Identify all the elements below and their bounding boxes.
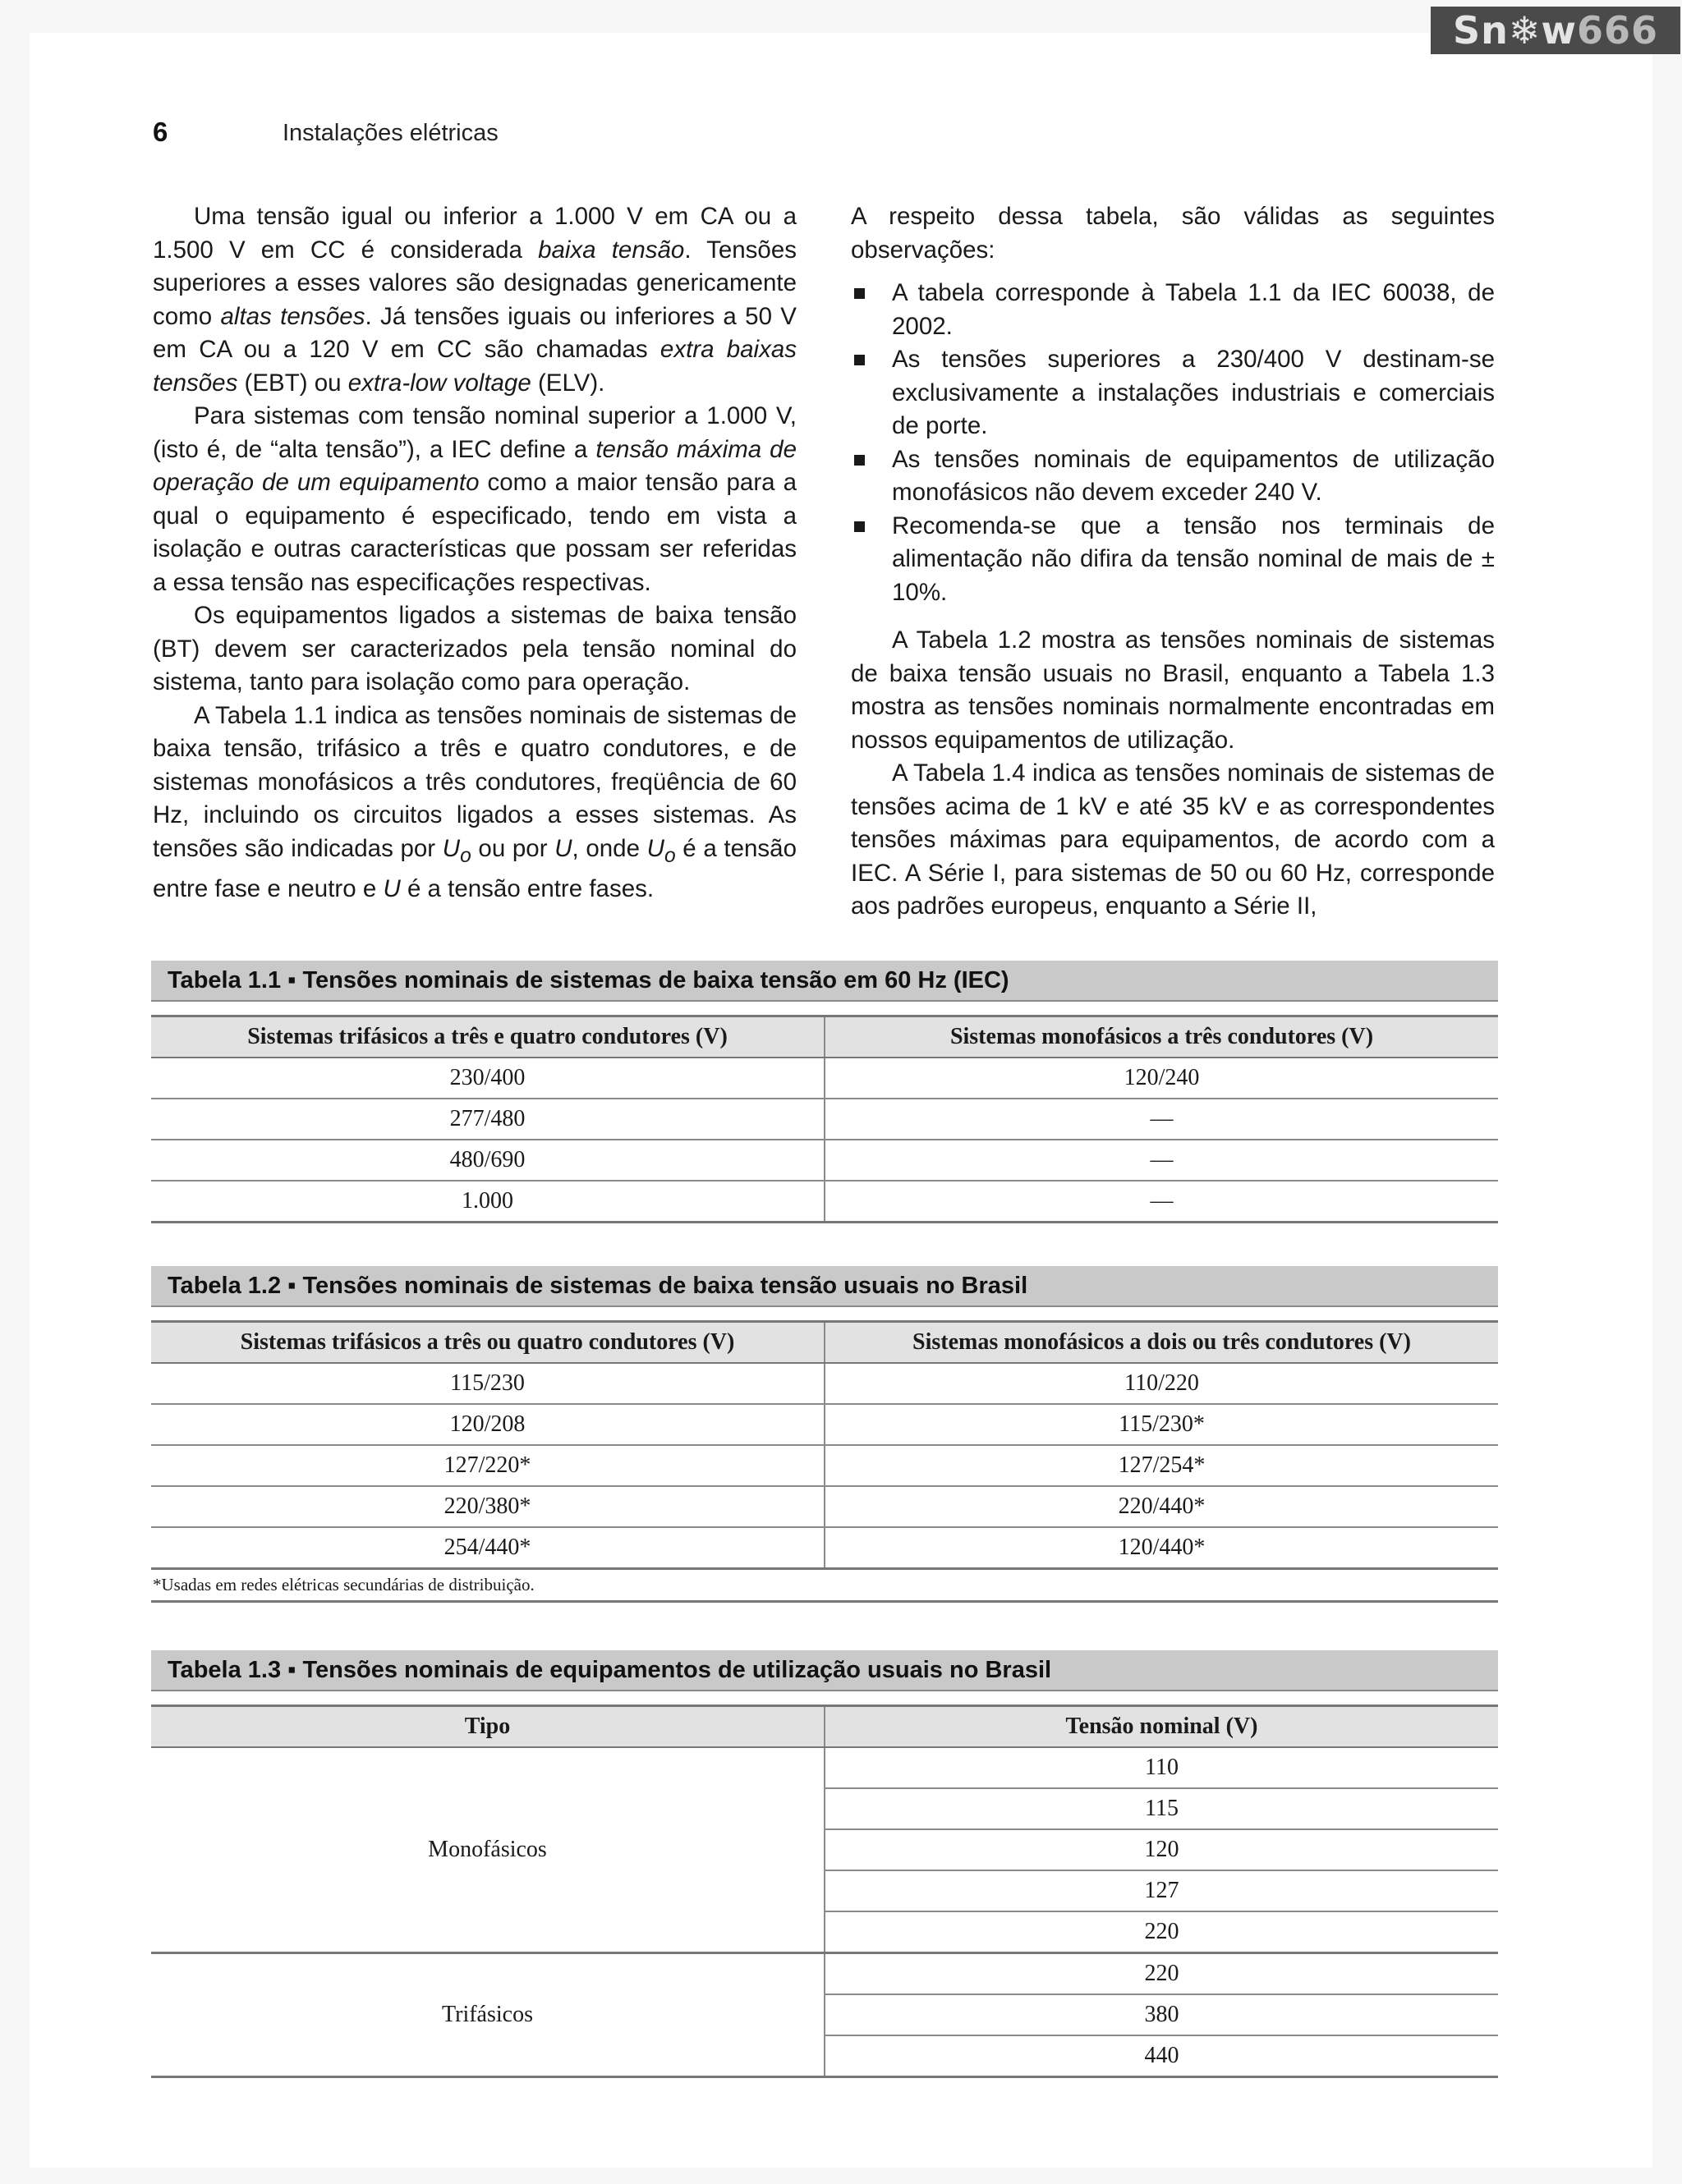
table-cell: 220 <box>825 1953 1498 1995</box>
table-cell: 220/380* <box>151 1486 825 1527</box>
table-cell: 110/220 <box>825 1363 1498 1404</box>
column-header: Sistemas monofásicos a dois ou três condutores (V) <box>825 1322 1498 1364</box>
table-cell: 277/480 <box>151 1099 825 1140</box>
list-item: As tensões nominais de equipamentos de utilização monofásicos não devem exceder 240 V. <box>851 443 1495 510</box>
table-caption: Tabela 1.3 ▪ Tensões nominais de equipamentos de utilização usuais no Brasil <box>151 1650 1498 1691</box>
table-1-1 <box>151 961 1498 1223</box>
table-cell: 120/208 <box>151 1404 825 1445</box>
table-cell: — <box>825 1099 1498 1140</box>
table-cell: 127 <box>825 1870 1498 1911</box>
list-item: Recomenda-se que a tensão nos terminais de alimentação não difira da tensão nominal de mais de ± 10%. <box>851 510 1495 610</box>
table-1-3 <box>151 1650 1498 2078</box>
table-cell: 115/230* <box>825 1404 1498 1445</box>
table-row <box>151 1140 1498 1181</box>
watermark-logo: Sn❄w666 <box>1431 7 1680 54</box>
table-cell: 230/400 <box>151 1058 825 1099</box>
table-cell: 480/690 <box>151 1140 825 1181</box>
column-header: Sistemas trifásicos a três ou quatro condutores (V) <box>151 1322 825 1364</box>
observations-list <box>851 277 1495 609</box>
table-cell: 127/220* <box>151 1445 825 1486</box>
table-cell: 115/230 <box>151 1363 825 1404</box>
column-header: Tipo <box>151 1706 825 1748</box>
table-caption: Tabela 1.1 ▪ Tensões nominais de sistemas de baixa tensão em 60 Hz (IEC) <box>151 961 1498 1002</box>
list-item: As tensões superiores a 230/400 V destinam-se exclusivamente a instalações industriais e comerciais de porte. <box>851 343 1495 443</box>
table-cell-type: Monofásicos <box>151 1747 825 1953</box>
paragraph-table-1-4: A Tabela 1.4 indica as tensões nominais de sistemas de tensões acima de 1 kV e até 35 kV e as correspondentes tensões máximas para equipamentos, de acordo com a IEC. A Série I, para sistemas de 50 ou 60 Hz, corresponde aos padrões europeus, enquanto a Série II, <box>851 759 1495 920</box>
table-cell: 120 <box>825 1829 1498 1870</box>
table-row <box>151 1747 1498 1788</box>
table-1-2 <box>151 1266 1498 1603</box>
page-header <box>153 117 1500 158</box>
table-cell-type: Trifásicos <box>151 1953 825 2077</box>
square-bullet-icon <box>854 455 865 466</box>
page-number: 6 <box>153 117 168 147</box>
paragraph-high-voltage: Para sistemas com tensão nominal superior a 1.000 V, (isto é, de “alta tensão”), a IEC define a tensão máxima de operação de um equipamento como a maior tensão para a qual o equipamento é especificado, tendo em vista a isolação e outras características que possam ser referidas a essa tensão nas especificações respectivas. <box>153 402 797 596</box>
table-row <box>151 1404 1498 1445</box>
table-cell: 127/254* <box>825 1445 1498 1486</box>
table-header-row <box>151 1706 1498 1748</box>
paragraph-observations-intro: A respeito dessa tabela, são válidas as seguintes observações: <box>851 203 1495 264</box>
table-row <box>151 1527 1498 1569</box>
paragraph-table-1-2-1-3: A Tabela 1.2 mostra as tensões nominais de sistemas de baixa tensão usuais no Brasil, enquanto a Tabela 1.3 mostra as tensões nominais normalmente encontradas em nossos equipamentos de utilização. <box>851 626 1495 754</box>
column-header: Tensão nominal (V) <box>825 1706 1498 1748</box>
table-caption: Tabela 1.2 ▪ Tensões nominais de sistemas de baixa tensão usuais no Brasil <box>151 1266 1498 1307</box>
table-cell: 440 <box>825 2035 1498 2077</box>
table-row <box>151 1445 1498 1486</box>
snowflake-icon: ❄ <box>1508 8 1542 53</box>
table-cell: 220/440* <box>825 1486 1498 1527</box>
table-cell: 110 <box>825 1747 1498 1788</box>
square-bullet-icon <box>854 521 865 532</box>
table-header-row <box>151 1322 1498 1364</box>
data-table <box>151 1320 1498 1570</box>
table-cell: — <box>825 1181 1498 1223</box>
table-cell: 120/240 <box>825 1058 1498 1099</box>
data-table <box>151 1015 1498 1223</box>
table-row <box>151 1099 1498 1140</box>
table-cell: 120/440* <box>825 1527 1498 1569</box>
table-row <box>151 1363 1498 1404</box>
square-bullet-icon <box>854 288 865 299</box>
table-cell: 115 <box>825 1788 1498 1829</box>
data-table <box>151 1705 1498 2078</box>
paragraph-low-voltage: Uma tensão igual ou inferior a 1.000 V em CA ou a 1.500 V em CC é considerada baixa tensão. Tensões superiores a esses valores são designadas genericamente como altas tensões. Já tensões iguais ou inferiores a 50 V em CA ou a 120 V em CC são chamadas extra baixas tensões (EBT) ou extra-low voltage (ELV). <box>153 203 797 397</box>
table-row <box>151 1181 1498 1223</box>
left-column <box>153 200 797 906</box>
table-footnote: *Usadas em redes elétricas secundárias de distribuição. <box>151 1570 1498 1603</box>
table-row <box>151 1058 1498 1099</box>
table-cell: 220 <box>825 1911 1498 1953</box>
list-item: A tabela corresponde à Tabela 1.1 da IEC 60038, de 2002. <box>851 277 1495 343</box>
table-cell: 1.000 <box>151 1181 825 1223</box>
right-column <box>851 200 1495 924</box>
table-row <box>151 1486 1498 1527</box>
running-title: Instalações elétricas <box>283 120 499 146</box>
column-header: Sistemas trifásicos a três e quatro condutores (V) <box>151 1016 825 1058</box>
table-row <box>151 1953 1498 1995</box>
table-header-row <box>151 1016 1498 1058</box>
paragraph-bt-equipment: Os equipamentos ligados a sistemas de baixa tensão (BT) devem ser caracterizados pela tensão nominal do sistema, tanto para isolação como para operação. <box>153 602 797 695</box>
column-header: Sistemas monofásicos a três condutores (V) <box>825 1016 1498 1058</box>
paragraph-table-1-1: A Tabela 1.1 indica as tensões nominais de sistemas de baixa tensão, trifásico a três e quatro condutores, e de sistemas monofásicos a três condutores, freqüência de 60 Hz, incluindo os circuitos ligados a esses sistemas. As tensões são indicadas por $U_o$ ou por U, onde $U_o$ é a tensão entre fase e neutro e U é a tensão entre fases. <box>153 701 797 902</box>
table-cell: — <box>825 1140 1498 1181</box>
square-bullet-icon <box>854 355 865 365</box>
table-cell: 254/440* <box>151 1527 825 1569</box>
table-cell: 380 <box>825 1994 1498 2035</box>
